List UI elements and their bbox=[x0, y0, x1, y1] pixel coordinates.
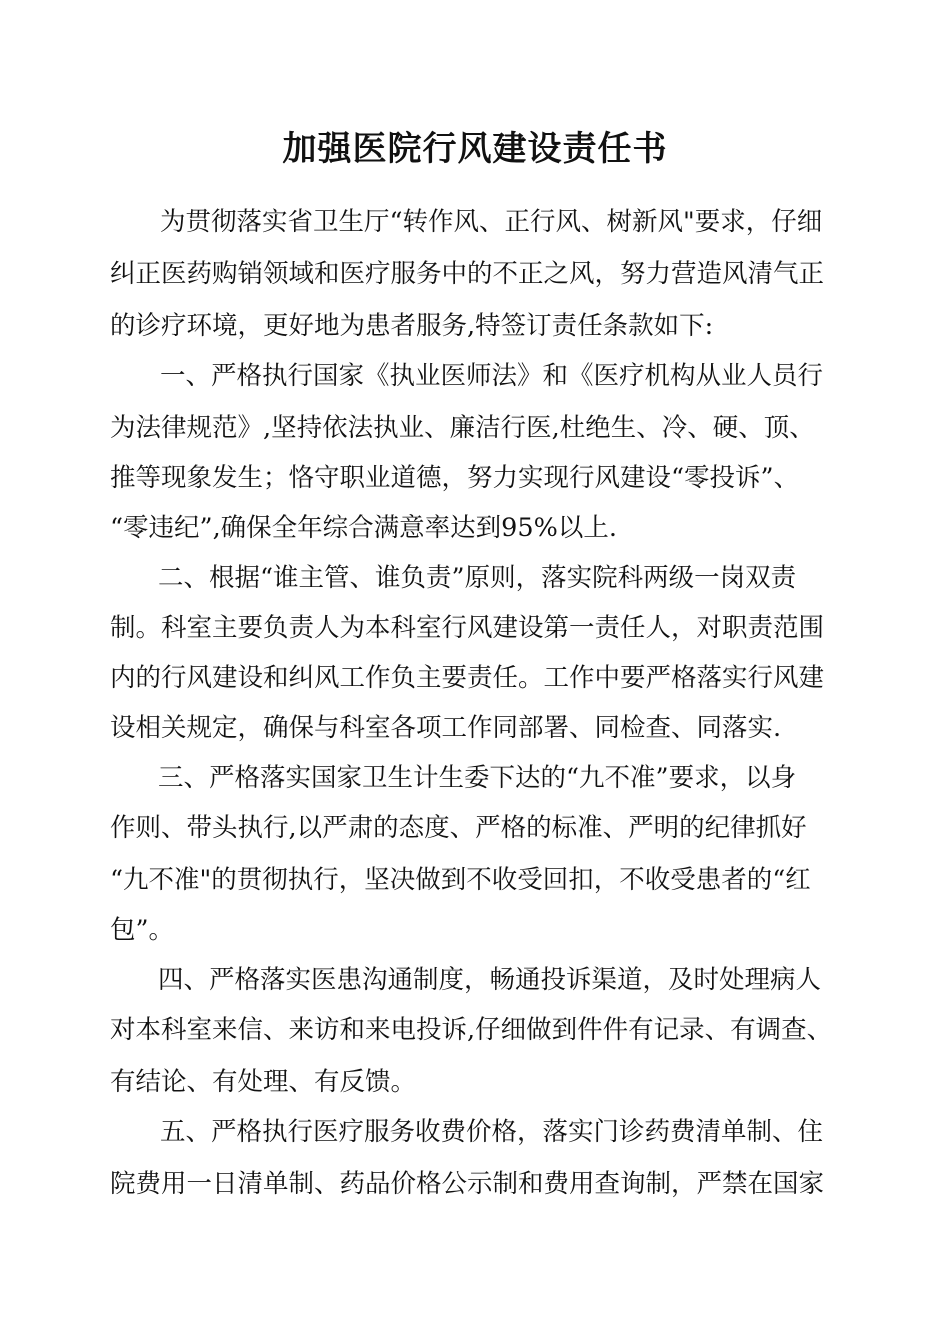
text-line: 包”。 bbox=[110, 915, 175, 945]
text-line: 四、严格落实医患沟通制度，畅通投诉渠道，及时处理病人 bbox=[158, 965, 822, 995]
text-line: 院费用一日清单制、药品价格公示制和费用查询制，严禁在国家 bbox=[110, 1169, 825, 1199]
text-line: 制。科室主要负责人为本科室行风建设第一责任人，对职责范围 bbox=[110, 613, 825, 643]
document-title: 加强医院行风建设责任书 bbox=[282, 129, 668, 169]
text-line: 推等现象发生；恪守职业道德，努力实现行风建设“零投诉”、 bbox=[110, 463, 800, 493]
text-line: “九不准"的贯彻执行，坚决做到不收受回扣，不收受患者的“红 bbox=[110, 865, 811, 895]
text-line: 二、根据“谁主管、谁负责”原则，落实院科两级一岗双责 bbox=[158, 563, 797, 593]
text-line: 为法律规范》,坚持依法执业、廉洁行医,杜绝生、冷、硬、顶、 bbox=[110, 413, 815, 443]
text-line: 一、严格执行国家《执业医师法》和《医疗机构从业人员行 bbox=[160, 361, 824, 391]
text-line: 设相关规定，确保与科室各项工作同部署、同检查、同落实. bbox=[110, 713, 782, 743]
text-line: 的诊疗环境，更好地为患者服务,特签订责任条款如下: bbox=[110, 311, 714, 341]
text-line: 五、严格执行医疗服务收费价格，落实门诊药费清单制、住 bbox=[160, 1117, 824, 1147]
text-line: 有结论、有处理、有反馈。 bbox=[110, 1067, 417, 1097]
text-line: 作则、带头执行,以严肃的态度、严格的标准、严明的纪律抓好 bbox=[110, 813, 807, 843]
text-line: 为贯彻落实省卫生厅“转作风、正行风、树新风"要求，仔细 bbox=[160, 207, 823, 237]
text-line: “零违纪”,确保全年综合满意率达到95%以上. bbox=[110, 513, 617, 543]
text-line: 内的行风建设和纠风工作负主要责任。工作中要严格落实行风建 bbox=[110, 663, 825, 693]
text-line: 对本科室来信、来访和来电投诉,仔细做到件件有记录、有调查、 bbox=[110, 1015, 833, 1045]
text-line: 三、严格落实国家卫生计生委下达的“九不准”要求，以身 bbox=[158, 763, 797, 793]
text-line: 纠正医药购销领域和医疗服务中的不正之风，努力营造风清气正 bbox=[110, 259, 825, 289]
